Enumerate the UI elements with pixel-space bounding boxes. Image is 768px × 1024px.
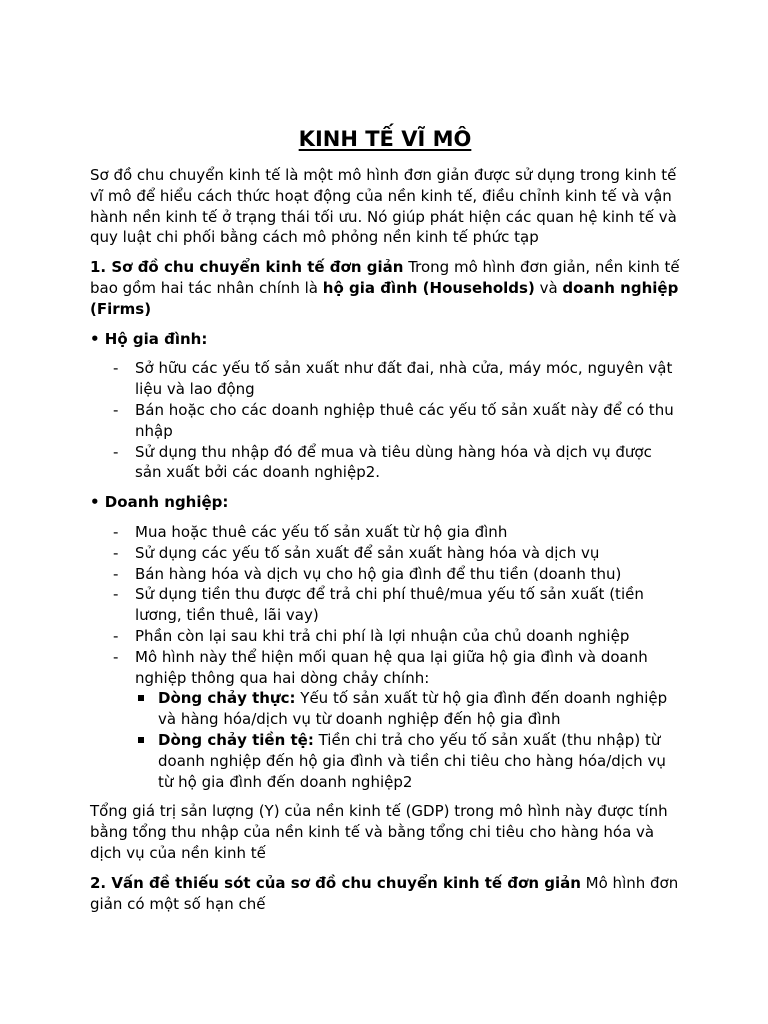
section2-heading: 2. Vấn đề thiếu sót của sơ đồ chu chuyển kinh tế đơn giản bbox=[90, 873, 581, 892]
list-item: - Bán hoặc cho các doanh nghiệp thuê các yếu tố sản xuất này để có thu nhập bbox=[90, 400, 680, 442]
list-item: - Sử dụng tiền thu được để trả chi phí thuê/mua yếu tố sản xuất (tiền lương, tiền thuê, lãi vay) bbox=[90, 584, 680, 626]
section1-firms-term: doanh nghiệp (Firms) bbox=[90, 278, 679, 318]
flows-list bbox=[135, 688, 680, 792]
section1-households-term: hộ gia đình (Households) bbox=[322, 278, 535, 297]
section2-text: Mô hình đơn giản có một số hạn chế bbox=[90, 873, 679, 913]
list-item: - Mua hoặc thuê các yếu tố sản xuất từ hộ gia đình bbox=[90, 522, 680, 543]
list-item: - Sử dụng thu nhập đó để mua và tiêu dùng hàng hóa và dịch vụ được sản xuất bởi các doanh nghiệp2. bbox=[90, 442, 680, 484]
section1-text-1: Trong mô hình đơn giản, nền kinh tế bao gồm hai tác nhân chính là bbox=[90, 258, 680, 297]
flow-label: Dòng chảy tiền tệ: bbox=[158, 730, 314, 749]
flow-item-real bbox=[135, 688, 680, 730]
firms-list bbox=[90, 522, 680, 792]
intro-paragraph: Sơ đồ chu chuyển kinh tế là một mô hình đơn giản được sử dụng trong kinh tế vĩ mô để hiểu cách thức hoạt động của nền kinh tế, điều chỉnh kinh tế và vận hành nền kinh tế ở trạng thái tối ưu. Nó giúp phát hiện các quan hệ kinh tế và quy luật chi phối bằng cách mô phỏng nền kinh tế phức tạp bbox=[90, 166, 677, 247]
households-list bbox=[90, 358, 680, 483]
list-item-text: Mô hình này thể hiện mối quan hệ qua lại giữa hộ gia đình và doanh nghiệp thông qua hai dòng chảy chính: bbox=[135, 647, 648, 687]
list-item: - Phần còn lại sau khi trả chi phí là lợi nhuận của chủ doanh nghiệp bbox=[90, 626, 680, 647]
document-title: KINH TẾ VĨ MÔ bbox=[298, 127, 472, 151]
households-heading: • Hộ gia đình: bbox=[90, 329, 208, 348]
firms-heading: • Doanh nghiệp: bbox=[90, 493, 229, 512]
flow-label: Dòng chảy thực: bbox=[158, 689, 296, 708]
section1-heading: 1. Sơ đồ chu chuyển kinh tế đơn giản bbox=[90, 258, 404, 277]
flow-text: Tiền chi trả cho yếu tố sản xuất (thu nhập) từ doanh nghiệp đến hộ gia đình và tiền chi tiêu cho hàng hóa/dịch vụ từ hộ gia đình đến doanh nghiệp2 bbox=[158, 730, 666, 791]
list-item: - Sử dụng các yếu tố sản xuất để sản xuất hàng hóa và dịch vụ bbox=[90, 543, 680, 564]
list-item: - Bán hàng hóa và dịch vụ cho hộ gia đình để thu tiền (doanh thu) bbox=[90, 564, 680, 585]
list-item: - Sở hữu các yếu tố sản xuất như đất đai, nhà cửa, máy móc, nguyên vật liệu và lao động bbox=[90, 358, 680, 400]
section2-paragraph bbox=[90, 873, 680, 915]
flow-text: Yếu tố sản xuất từ hộ gia đình đến doanh nghiệp và hàng hóa/dịch vụ từ doanh nghiệp đến hộ gia đình bbox=[158, 689, 668, 729]
section1-paragraph bbox=[90, 257, 680, 319]
list-item bbox=[90, 647, 680, 793]
section1-text-2: và bbox=[534, 278, 563, 297]
flow-item-monetary bbox=[135, 730, 680, 792]
gdp-paragraph: Tổng giá trị sản lượng (Y) của nền kinh tế (GDP) trong mô hình này được tính bằng tổng thu nhập của nền kinh tế và bằng tổng chi tiêu cho hàng hóa và dịch vụ của nền kinh tế bbox=[90, 802, 668, 862]
